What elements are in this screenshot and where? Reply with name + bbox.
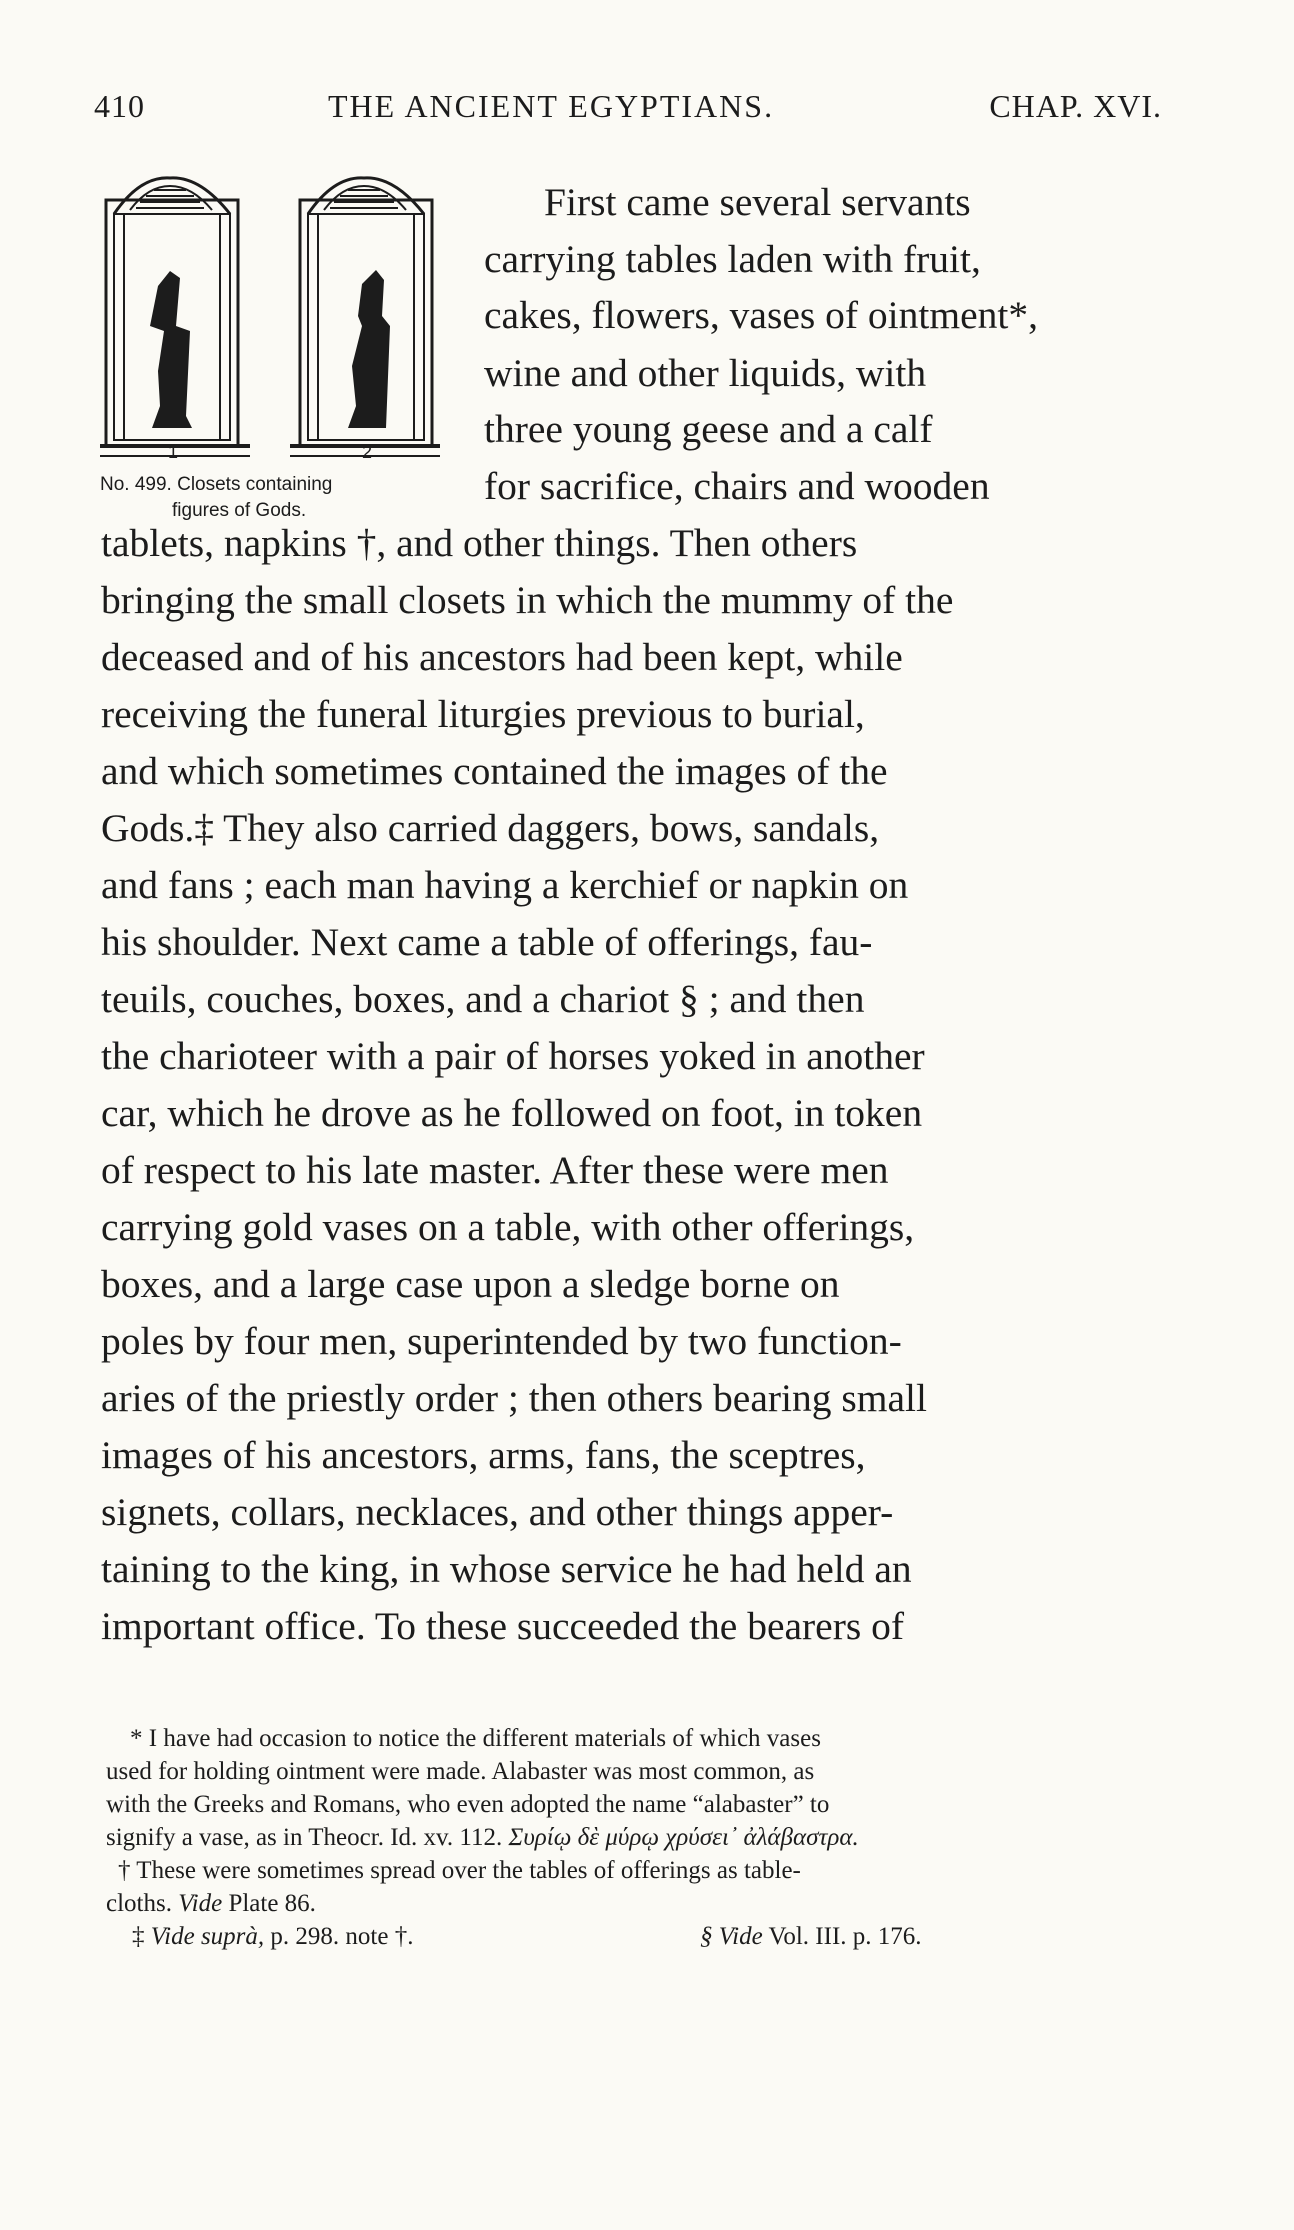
footnote-ref: Plate 86. <box>228 1890 316 1917</box>
footnote-dagger-line <box>106 1891 316 1916</box>
footnote-star-line: with the Greeks and Romans, who even adopted the name “alabaster” to <box>106 1791 830 1818</box>
running-header <box>94 88 1162 136</box>
text-line: the charioteer with a pair of horses yoked in another <box>101 1034 925 1078</box>
text-line: carrying gold vases on a table, with other offerings, <box>101 1205 915 1249</box>
page-number: 410 <box>94 88 145 124</box>
text-line: teuils, couches, boxes, and a chariot § ; and then <box>101 977 865 1021</box>
text-line: car, which he drove as he followed on foot, in token <box>101 1091 923 1135</box>
footnote-dagger-line: † These were sometimes spread over the tables of offerings as table- <box>118 1857 801 1884</box>
closets-illustration <box>100 166 480 466</box>
text-line: First came several servants <box>544 180 971 224</box>
footnote-symbol: § <box>700 1923 713 1950</box>
footnote-vide: Vide <box>178 1890 223 1917</box>
text-line: bringing the small closets in which the mummy of the <box>101 578 954 622</box>
text-line: signets, collars, necklaces, and other things apper- <box>101 1490 894 1534</box>
footnote-ref: Vol. III. p. 176. <box>768 1923 922 1950</box>
text-line: cakes, flowers, vases of ointment*, <box>484 293 1038 337</box>
figure-caption <box>100 474 480 496</box>
figure-number: No. 499. <box>100 474 172 495</box>
footnote-text: cloths. <box>106 1890 172 1917</box>
running-title: THE ANCIENT EGYPTIANS. <box>328 88 775 124</box>
text-line: and which sometimes contained the images of the <box>101 749 888 793</box>
text-line: of respect to his late master. After these were men <box>101 1148 889 1192</box>
figure-label-1: 1 <box>168 442 179 462</box>
footnote-symbol: ‡ <box>132 1923 145 1950</box>
text-line: poles by four men, superintended by two function- <box>101 1319 902 1363</box>
figure-closets <box>100 166 480 546</box>
text-line: deceased and of his ancestors had been kept, while <box>101 635 903 679</box>
footnote-ddagger-line <box>132 1924 413 1949</box>
text-line: his shoulder. Next came a table of offerings, fau- <box>101 920 873 964</box>
footnote-text: signify a vase, as in Theocr. Id. xv. 112. <box>106 1824 503 1851</box>
figure-caption-line1: Closets containing <box>177 474 333 495</box>
text-line: boxes, and a large case upon a sledge borne on <box>101 1262 840 1306</box>
text-line: receiving the funeral liturgies previous to burial, <box>101 692 865 736</box>
text-line: important office. To these succeeded the bearers of <box>101 1604 904 1648</box>
figure-label-2: 2 <box>362 442 373 462</box>
text-line: tablets, napkins †, and other things. Then others <box>101 521 858 565</box>
text-line: aries of the priestly order ; then others bearing small <box>101 1376 927 1420</box>
footnote-vide: Vide suprà, <box>150 1923 265 1950</box>
footnote-star-line: used for holding ointment were made. Alabaster was most common, as <box>106 1758 815 1785</box>
text-line: images of his ancestors, arms, fans, the sceptres, <box>101 1433 866 1477</box>
chapter-label: CHAP. XVI. <box>989 88 1162 124</box>
footnote-vide: Vide <box>718 1923 763 1950</box>
footnote-section-line <box>700 1924 922 1949</box>
greek-quotation: Συρίῳ δὲ μύρῳ χρύσει᾽ ἀλάβαστρα. <box>508 1824 859 1851</box>
text-line: wine and other liquids, with <box>484 351 927 395</box>
footnote-ref: p. 298. note †. <box>270 1923 414 1950</box>
text-line: three young geese and a calf <box>484 407 933 451</box>
text-line: carrying tables laden with fruit, <box>484 237 981 281</box>
footnote-star-line: * I have had occasion to notice the different materials of which vases <box>130 1725 821 1752</box>
text-line: taining to the king, in whose service he had held an <box>101 1547 912 1591</box>
figure-caption-line2: figures of Gods. <box>172 500 307 521</box>
text-line: for sacrifice, chairs and wooden <box>484 464 990 508</box>
footnote-star-line <box>106 1825 859 1850</box>
closet-1-figure <box>150 271 192 428</box>
text-line: Gods.‡ They also carried daggers, bows, sandals, <box>101 806 880 850</box>
text-line: and fans ; each man having a kerchief or napkin on <box>101 863 909 907</box>
closet-2-figure <box>348 270 390 428</box>
